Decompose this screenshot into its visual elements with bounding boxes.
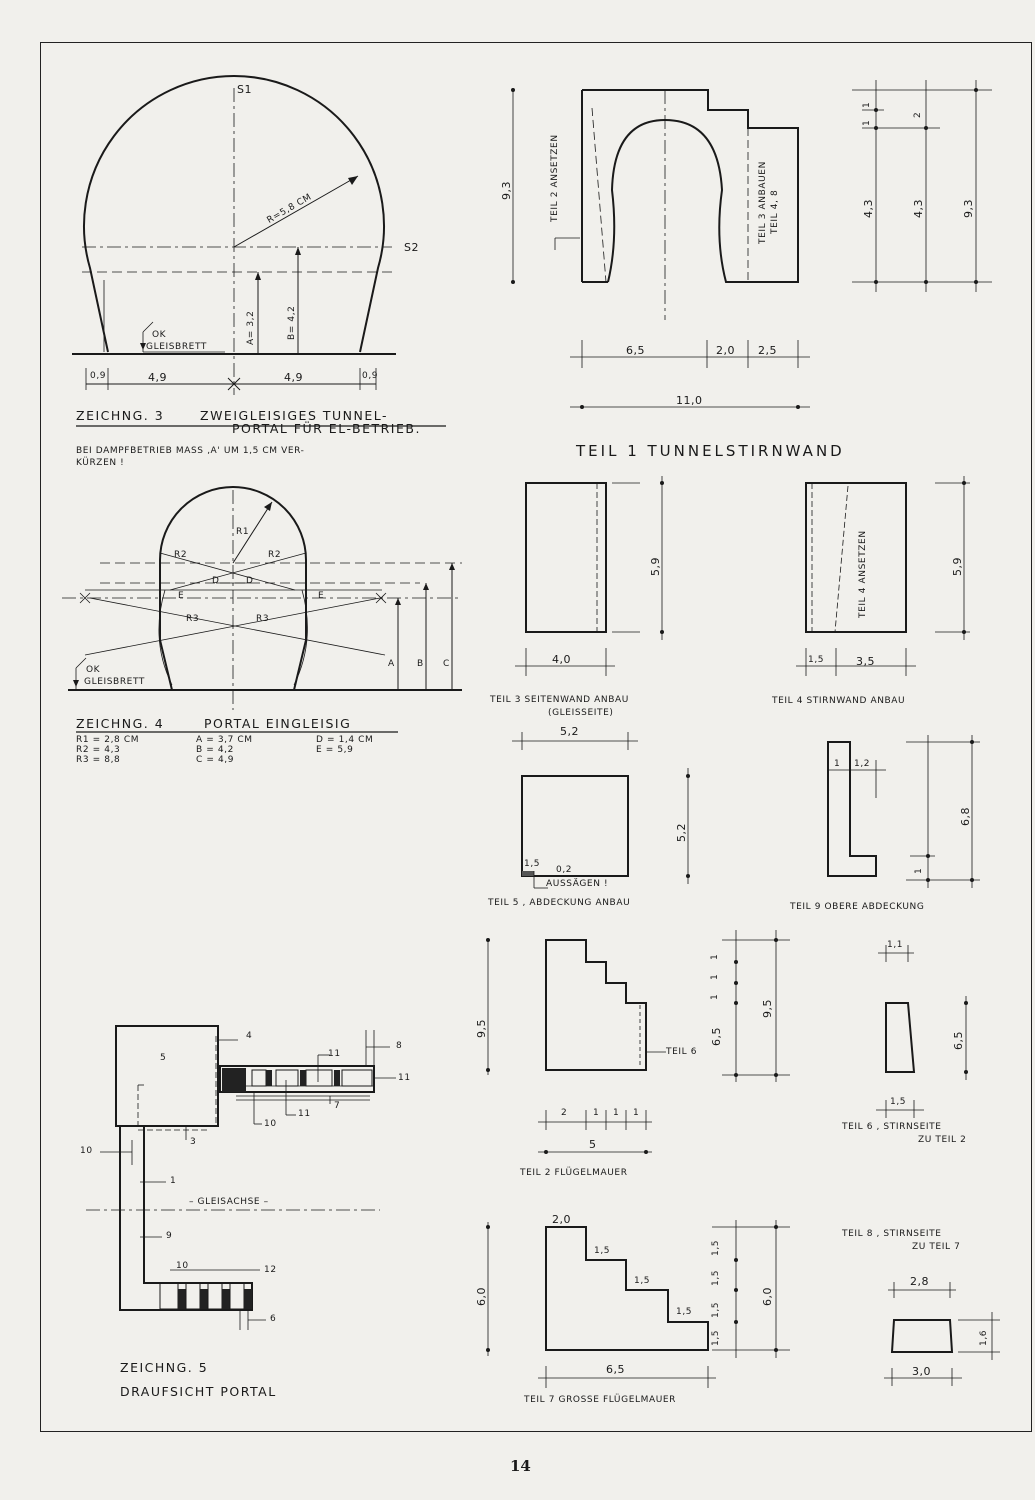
teil1-teil3-anbauen: TEIL 3 ANBAUEN — [758, 161, 768, 244]
z5-label-7: 7 — [334, 1101, 341, 1111]
z3-dim-49-right: 4,9 — [284, 371, 303, 384]
teil9-caption: TEIL 9 OBERE ABDECKUNG — [790, 902, 925, 912]
teil1-dim-110: 11,0 — [676, 394, 703, 407]
z5-label-1: 1 — [170, 1176, 177, 1186]
teil1-caption: TEIL 1 TUNNELSTIRNWAND — [576, 442, 845, 460]
teil6-bottom: 1,5 — [890, 1097, 907, 1107]
teil4-width-35: 3,5 — [856, 655, 875, 668]
z4-value-r1: R1 = 2,8 CM — [76, 735, 140, 745]
teil2-height-right: 9,5 — [761, 999, 774, 1018]
z4-r3-left: R3 — [186, 614, 200, 624]
teil5-dim-15: 1,5 — [524, 859, 541, 869]
teil5-aussaegen: AUSSÄGEN ! — [546, 879, 609, 889]
z5-label-10-left: 10 — [80, 1146, 93, 1156]
teil7-width: 6,5 — [606, 1363, 625, 1376]
teil2-bottom-1b: 1 — [613, 1108, 620, 1118]
z4-value-e: E = 5,9 — [316, 745, 354, 755]
z5-label-10-right: 10 — [264, 1119, 277, 1129]
teil5-dim-02: 0,2 — [556, 865, 573, 875]
teil2-step-1a: 1 — [710, 953, 720, 960]
z4-value-b: B = 4,2 — [196, 745, 234, 755]
z4-d-left: D — [212, 576, 220, 586]
teil7-caption: TEIL 7 GROSSE FLÜGELMAUER — [524, 1395, 677, 1405]
z5-label-12: 12 — [264, 1265, 277, 1275]
teil-3-drawing — [515, 476, 664, 676]
teil8-caption-line1: TEIL 8 , STIRNSEITE — [842, 1229, 942, 1239]
z3-note-line2: KÜRZEN ! — [76, 458, 125, 468]
z3-s2-label: S2 — [404, 241, 419, 254]
teil1-right-1b: 1 — [862, 119, 872, 126]
z3-note-line1: BEI DAMPFBETRIEB MASS ‚A' UM 1,5 CM VER- — [76, 446, 305, 456]
teil6-caption-line1: TEIL 6 , STIRNSEITE — [842, 1122, 942, 1132]
z4-value-d: D = 1,4 CM — [316, 735, 374, 745]
teil2-bottom-1a: 1 — [593, 1108, 600, 1118]
teil1-dim-65: 6,5 — [626, 344, 645, 357]
teil1-right-1a: 1 — [862, 101, 872, 108]
teil2-step-1c: 1 — [710, 993, 720, 1000]
z5-label-4: 4 — [246, 1031, 253, 1041]
teil-2-drawing — [486, 930, 790, 1154]
z5-label-3: 3 — [190, 1137, 197, 1147]
z4-value-r2: R2 = 4,3 — [76, 745, 121, 755]
teil3-caption-line2: (GLEISSEITE) — [548, 708, 614, 718]
z3-title: ZEICHNG. 3 — [76, 408, 165, 423]
z5-title: ZEICHNG. 5 — [120, 1360, 209, 1375]
teil8-bottom-width: 3,0 — [912, 1365, 931, 1378]
z3-dim-09-left: 0,9 — [90, 371, 107, 381]
teil5-width: 5,2 — [560, 725, 579, 738]
teil3-height: 5,9 — [649, 557, 662, 576]
teil7-vert-15d: 1,5 — [711, 1329, 721, 1346]
z5-label-6: 6 — [270, 1314, 277, 1324]
teil7-vert-15a: 1,5 — [711, 1239, 721, 1256]
z4-e-right: E — [318, 591, 325, 601]
z4-d-right: D — [246, 576, 254, 586]
teil7-height-right: 6,0 — [761, 1287, 774, 1306]
zeichnung-4-drawing — [62, 487, 462, 732]
z5-label-10-bottom: 10 — [176, 1261, 189, 1271]
z4-a-label: A — [388, 659, 395, 669]
teil2-bottom-2: 2 — [561, 1108, 568, 1118]
z4-r2-right: R2 — [268, 550, 282, 560]
teil-9-drawing — [828, 735, 980, 888]
teil9-bottom-1: 1 — [914, 867, 924, 874]
z5-label-11-top: 11 — [328, 1049, 341, 1059]
teil6-height: 6,5 — [952, 1031, 965, 1050]
z4-r3-right: R3 — [256, 614, 270, 624]
teil4-width-15: 1,5 — [808, 655, 825, 665]
z5-gleisachse: – GLEISACHSE – — [186, 1198, 272, 1207]
teil2-caption: TEIL 2 FLÜGELMAUER — [520, 1168, 628, 1178]
teil5-caption: TEIL 5 , ABDECKUNG ANBAU — [488, 898, 631, 908]
z3-ok-label: OK — [152, 330, 167, 340]
teil9-width-12: 1,2 — [854, 759, 871, 769]
teil3-caption-line1: TEIL 3 SEITENWAND ANBAU — [490, 695, 629, 705]
teil9-height: 6,8 — [959, 807, 972, 826]
z4-c-label: C — [443, 659, 450, 669]
teil7-step-15c: 1,5 — [676, 1307, 693, 1317]
z3-s1-label: S1 — [237, 83, 252, 96]
teil7-vert-15b: 1,5 — [711, 1269, 721, 1286]
teil3-width: 4,0 — [552, 653, 571, 666]
teil1-right-93: 9,3 — [962, 199, 975, 218]
zeichnung-3-drawing — [72, 76, 446, 426]
teil7-step-15a: 1,5 — [594, 1246, 611, 1256]
z5-label-9: 9 — [166, 1231, 173, 1241]
teil2-teil6-label: TEIL 6 — [666, 1047, 698, 1057]
teil1-teil48: TEIL 4, 8 — [770, 189, 780, 234]
z5-label-5: 5 — [160, 1053, 167, 1063]
z4-gleisbrett-label: GLEISBRETT — [84, 677, 145, 687]
z4-value-c: C = 4,9 — [196, 755, 235, 765]
teil8-caption-line2: ZU TEIL 7 — [912, 1242, 961, 1252]
z4-ok-label: OK — [86, 665, 101, 675]
teil2-step-65: 6,5 — [710, 1027, 723, 1046]
teil7-height-left: 6,0 — [475, 1287, 488, 1306]
teil1-dim-25: 2,5 — [758, 344, 777, 357]
teil9-width-1: 1 — [834, 759, 841, 769]
teil1-right-43a: 4,3 — [862, 199, 875, 218]
teil1-teil2-ansetzen: TEIL 2 ANSETZEN — [550, 134, 560, 222]
z3-dim-49-left: 4,9 — [148, 371, 167, 384]
teil4-caption: TEIL 4 STIRNWAND ANBAU — [772, 696, 906, 706]
page-number: 14 — [510, 1457, 531, 1475]
teil2-bottom-5: 5 — [589, 1138, 597, 1151]
z3-title-line2: PORTAL FÜR EL-BETRIEB. — [232, 421, 421, 436]
z4-title-rest: PORTAL EINGLEISIG — [204, 716, 352, 731]
z5-label-11-bottom: 11 — [298, 1109, 311, 1119]
z4-r1-label: R1 — [236, 527, 250, 537]
teil4-height: 5,9 — [951, 557, 964, 576]
z3-title-line1: ZWEIGLEISIGES TUNNEL- — [200, 408, 388, 423]
zeichnung-5-drawing — [86, 1026, 396, 1330]
z3-gleisbrett-label: GLEISBRETT — [146, 342, 207, 352]
z5-title-line2: DRAUFSICHT PORTAL — [120, 1384, 277, 1399]
teil8-top-width: 2,8 — [910, 1275, 929, 1288]
teil5-height: 5,2 — [675, 823, 688, 842]
z4-e-left: E — [178, 591, 185, 601]
z3-b-dim: B= 4,2 — [287, 305, 297, 340]
teil-7-drawing — [486, 1220, 790, 1388]
teil1-dim-20: 2,0 — [716, 344, 735, 357]
z5-label-8: 8 — [396, 1041, 403, 1051]
z4-value-a: A = 3,7 CM — [196, 735, 253, 745]
teil2-height-left: 9,5 — [475, 1019, 488, 1038]
z5-label-11-right: 11 — [398, 1073, 411, 1083]
z3-radius-label: R=5,8 CM — [265, 192, 314, 226]
teil1-height-93: 9,3 — [500, 181, 513, 200]
z3-a-dim: A= 3,2 — [246, 310, 256, 345]
teil4-ansetzen: TEIL 4 ANSETZEN — [858, 530, 868, 618]
teil6-width: 1,1 — [887, 940, 904, 950]
teil2-bottom-1c: 1 — [633, 1108, 640, 1118]
z4-r2-left: R2 — [174, 550, 188, 560]
teil7-top-20: 2,0 — [552, 1213, 571, 1226]
teil6-caption-line2: ZU TEIL 2 — [918, 1135, 967, 1145]
teil2-step-1b: 1 — [710, 973, 720, 980]
teil1-right-43b: 4,3 — [912, 199, 925, 218]
z4-b-label: B — [417, 659, 424, 669]
teil8-height: 1,6 — [979, 1329, 989, 1346]
teil-4-drawing — [796, 476, 970, 676]
teil7-step-15b: 1,5 — [634, 1276, 651, 1286]
z4-value-r3: R3 = 8,8 — [76, 755, 121, 765]
z3-dim-09-right: 0,9 — [362, 371, 379, 381]
teil-1-drawing — [511, 80, 992, 409]
teil1-right-2: 2 — [913, 111, 923, 118]
z4-title: ZEICHNG. 4 — [76, 716, 165, 731]
teil7-vert-15c: 1,5 — [711, 1301, 721, 1318]
